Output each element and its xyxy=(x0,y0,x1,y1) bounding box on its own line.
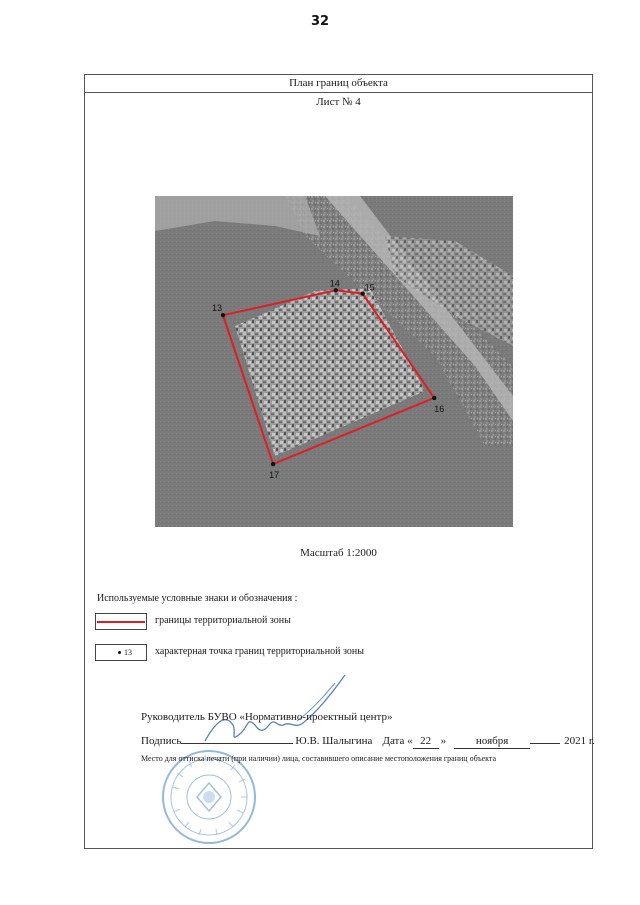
boundary-point-16 xyxy=(432,396,436,400)
signature-field xyxy=(181,730,293,744)
date-year: 2021 г. xyxy=(564,735,595,747)
legend-line-text: границы территориальной зоны xyxy=(155,615,291,626)
legend-title: Используемые условные знаки и обозначения : xyxy=(97,593,298,604)
sign-label: Подпись xyxy=(141,735,182,747)
legend-line-symbol xyxy=(95,613,147,630)
date-day: 22 xyxy=(413,735,439,749)
date-mid: » xyxy=(440,735,447,747)
boundary-point-14 xyxy=(334,288,338,292)
sheet-label: Лист № 4 xyxy=(316,96,361,108)
aerial-map xyxy=(155,196,513,527)
point-icon xyxy=(118,651,121,654)
red-line-icon xyxy=(97,621,145,623)
boundary-point-label: 17 xyxy=(269,470,280,481)
legend-point-number: 13 xyxy=(124,648,132,657)
place-note: Место для оттиска печати (при наличии) лица, составившего описание местоположения границ объекта xyxy=(141,754,497,763)
legend-point-symbol xyxy=(95,644,147,661)
boundary-point-label: 13 xyxy=(212,303,223,314)
signer-name: Ю.В. Шалыгина xyxy=(295,735,373,747)
boundary-point-label: 14 xyxy=(329,278,340,289)
document-frame xyxy=(84,74,593,849)
boundary-point-17 xyxy=(271,462,275,466)
date-gap xyxy=(530,730,560,744)
boundary-point-label: 15 xyxy=(364,282,375,293)
frame-title: План границ объекта xyxy=(85,75,592,93)
legend-point-text: характерная точка границ территориальной зоны xyxy=(155,646,364,657)
page-number: 32 xyxy=(310,14,330,29)
scale-label: Масштаб 1:2000 xyxy=(300,547,377,559)
boundary-point-13 xyxy=(221,313,225,317)
signature-line xyxy=(141,730,595,749)
date-month: ноября xyxy=(454,735,530,749)
date-label: Дата « xyxy=(382,735,413,747)
boundary-point-label: 16 xyxy=(434,403,445,414)
head-line: Руководитель БУВО «Нормативно-проектный центр» xyxy=(141,711,393,723)
